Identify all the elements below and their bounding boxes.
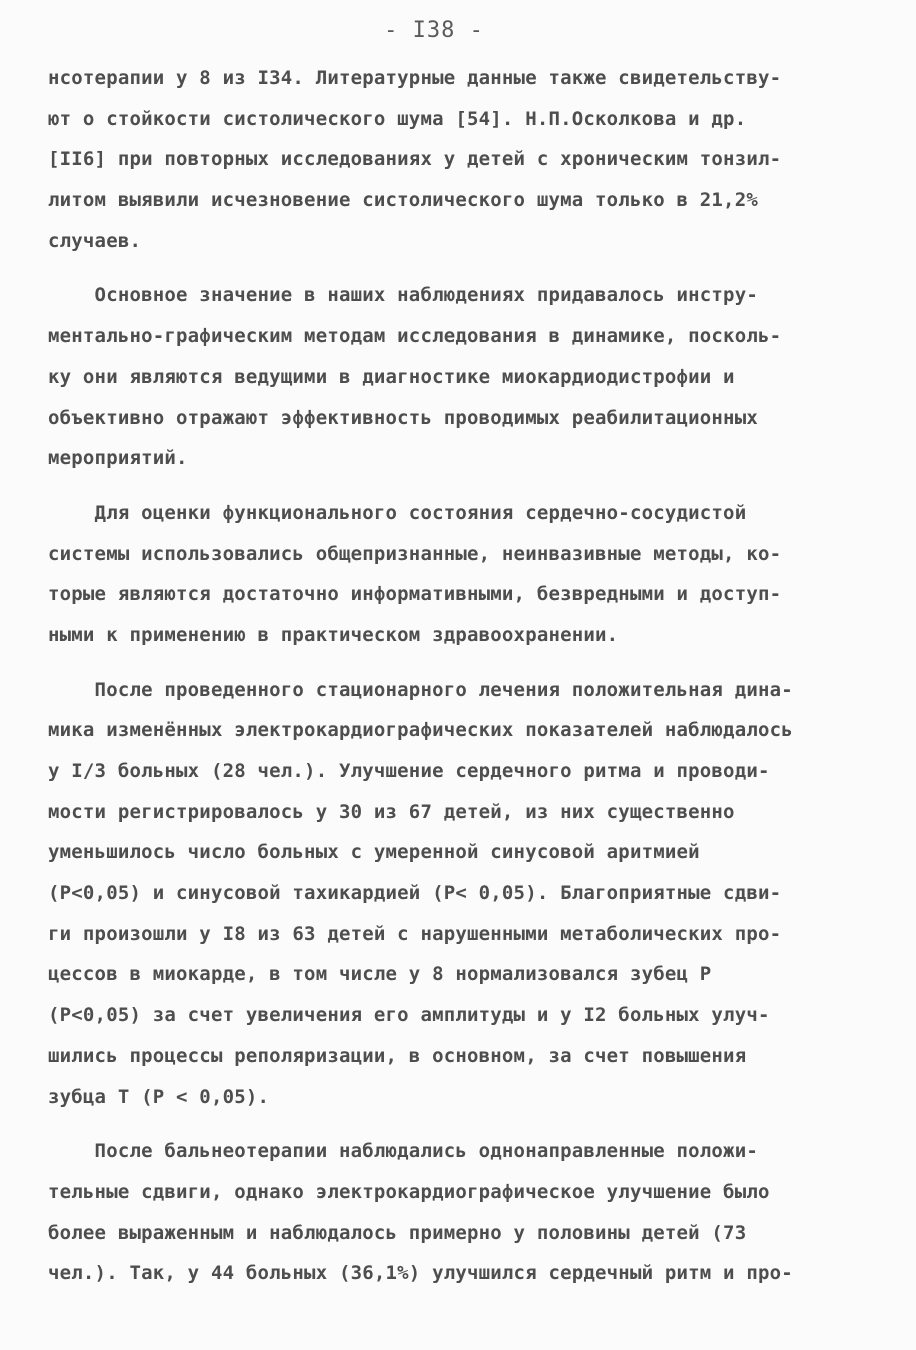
text-line: мика изменённых электрокардиографических показателей наблюдалось	[48, 719, 793, 742]
text-line: ги произошли у I8 из 63 детей с нарушенными метаболических про-	[48, 922, 782, 945]
text-line: шились процессы реполяризации, в основном, за счет повышения	[48, 1044, 747, 1067]
text-line: объективно отражают эффективность проводимых реабилитационных	[48, 406, 758, 429]
text-line: более выраженным и наблюдалось примерно у половины детей (73	[48, 1221, 747, 1244]
text-line: чел.). Так, у 44 больных (36,1%) улучшился сердечный ритм и про-	[48, 1262, 793, 1285]
text-line: цессов в миокарде, в том числе у 8 нормализовался зубец Р	[48, 963, 712, 986]
text-line: ку они являются ведущими в диагностике миокардиодистрофии и	[48, 365, 735, 388]
paragraph-gap	[48, 261, 848, 275]
text-line: Основное значение в наших наблюдениях придавалось инстру-	[48, 284, 758, 307]
paragraph	[48, 58, 848, 261]
text-line: случаев.	[48, 229, 142, 252]
text-line: уменьшилось число больных с умеренной синусовой аритмией	[48, 841, 700, 864]
text-line: тельные сдвиги, однако электрокардиографическое улучшение было	[48, 1180, 770, 1203]
paragraph-gap	[48, 656, 848, 670]
text-line: После проведенного стационарного лечения положительная дина-	[48, 678, 793, 701]
text-line: системы использовались общепризнанные, неинвазивные методы, ко-	[48, 542, 782, 565]
text-line: мости регистрировалось у 30 из 67 детей, из них существенно	[48, 800, 735, 823]
paragraph-gap	[48, 1117, 848, 1131]
paragraph	[48, 493, 848, 656]
paragraph	[48, 275, 848, 478]
text-line: Для оценки функционального состояния сердечно-сосудистой	[48, 501, 747, 524]
text-line: зубца Т (Р < 0,05).	[48, 1085, 270, 1108]
text-line: мероприятий.	[48, 447, 188, 470]
page-number: - I38 -	[384, 18, 484, 43]
text-line: ными к применению в практическом здравоохранении.	[48, 623, 619, 646]
text-line: (Р<0,05) и синусовой тахикардией (Р< 0,05). Благоприятные сдви-	[48, 882, 782, 905]
paragraph	[48, 670, 848, 1118]
paragraph-gap	[48, 479, 848, 493]
text-line: ментально-графическим методам исследования в динамике, посколь-	[48, 325, 782, 348]
text-line: (Р<0,05) за счет увеличения его амплитуды и у I2 больных улуч-	[48, 1004, 770, 1027]
text-line: нсотерапии у 8 из I34. Литературные данные также свидетельству-	[48, 67, 782, 89]
text-line: После бальнеотерапии наблюдались однонаправленные положи-	[48, 1140, 758, 1163]
text-line: у I/3 больных (28 чел.). Улучшение сердечного ритма и проводи-	[48, 760, 770, 782]
text-line: торые являются достаточно информативными, безвредными и доступ-	[48, 583, 782, 606]
text-line: литом выявили исчезновение систолического шума только в 21,2%	[48, 189, 758, 212]
text-line: [II6] при повторных исследованиях у детей с хроническим тонзил-	[48, 148, 782, 171]
text-line: ют о стойкости систолического шума [54]. Н.П.Осколкова и др.	[48, 107, 747, 130]
paragraph	[48, 1131, 848, 1294]
body-text	[48, 58, 848, 1294]
